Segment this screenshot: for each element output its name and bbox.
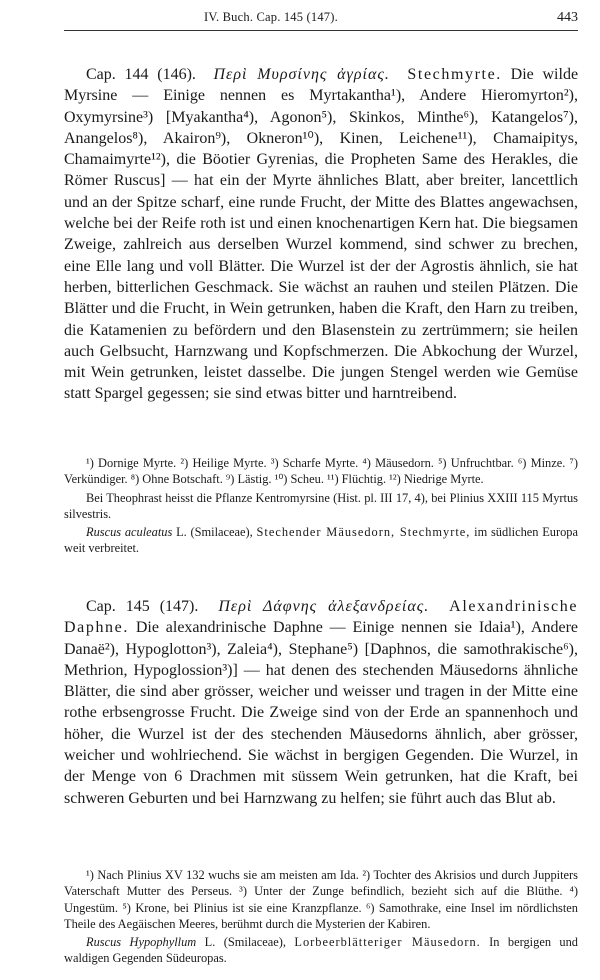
footnote-block xyxy=(64,455,578,488)
chapter-144-greek-title: Περὶ Μυρσίνης ἀγρίας. xyxy=(213,66,390,83)
header-rule xyxy=(64,30,578,31)
chapter-144-text: Die wilde Myrsine — Einige nennen es Myrtakantha¹), Andere Hieromyrton²), Oxymyrsine³) [Myakantha⁴), Agonon⁵), Skinkos, Minthe⁶), Katangelos⁷), Anangelos⁸), Akairon⁹), Okneron¹⁰), Kinen, Leichene¹¹), Chamaipitys, Chamaimyrte¹²), die Böotier Gyrenias, die Propheten Same des Herakles, die Römer Ruscus] — hat ein der Myrte ähnliches Blatt, aber breiter, lancettlich und an der Spitze scharf, eine runde Frucht, der Mitte des Blattes angewachsen, welche bei der Reife roth ist und einen knochenartigen Kern hat. Die biegsamen Zweige, zahlreich aus derselben Wurzel kommend, sind schwer zu brechen, eine Elle lang und voll Blätter. Die Wurzel ist der der Agrostis ähnlich, sie hat herben, bitterlichen Geschmack. Sie wächst an rauhen und steilen Plätzen. Die Blätter und die Frucht, in Wein getrunken, haben die Kraft, den Harn zu treiben, die Katamenien zu befördern und den Blasenstein zu zertrümmern; sie heilen auch Gelbsucht, Harnzwang und Kopfschmerzen. Die Abkochung der Wurzel, mit Wein getrunken, leistet dasselbe. Die jungen Stengel werden wie Gemüse statt Spargel gegessen; sie sind etwas bitter und harntreibend. xyxy=(64,66,579,403)
species-range: im südlichen Europa weit verbreitet. xyxy=(64,525,578,556)
species-common-name: Lorbeerblätteriger Mäusedorn. xyxy=(294,935,481,950)
species-latin-name: Ruscus aculeatus xyxy=(86,525,173,540)
species-identification xyxy=(64,934,578,967)
running-title: IV. Buch. Cap. 145 (147). xyxy=(204,10,338,24)
species-author: L. (Smilaceae), xyxy=(204,935,286,950)
chapter-144-german-title: Stechmyrte. xyxy=(407,66,502,83)
page-number: 443 xyxy=(557,10,578,25)
chapter-145-text: Die alexandrinische Daphne — Einige nennen sie Idaia¹), Andere Danaë²), Hypoglotton³), Zaleia⁴), Stephane⁵) [Daphnos, die samothrakische⁶), Methrion, Hypoglossion³)] — hat denen des stechenden Mäusedorns ähnliche Blätter, die sind aber grösser, weicher und weisser und tragen in der Mitte eine rothe erbsengrosse Frucht. Die Zweige sind von der Erde an spannenhoch und höher, die Wurzel ist der des stechenden Mäusedorns ähnlich, aber grösser, weicher und wohlriechend. Sie wächst in bergigen Gegenden. Die Wurzel, in der Menge von 6 Drachmen mit süssem Wein getrunken, hat die Kraft, bei schweren Geburten und bei Harnzwang zu helfen; sie führt auch das Blut ab. xyxy=(64,619,578,807)
editor-note xyxy=(64,490,578,523)
species-identification xyxy=(64,524,578,557)
species-latin-name: Ruscus Hypophyllum xyxy=(86,935,197,950)
chapter-144-body xyxy=(64,64,578,405)
chapter-145-paragraph xyxy=(64,596,578,809)
chapter-144-heading: Cap. 144 (146). xyxy=(86,66,196,83)
chapter-145-heading: Cap. 145 (147). xyxy=(86,598,199,615)
species-range: In bergigen und waldigen Gegenden Südeuropas. xyxy=(64,935,578,966)
chapter-145-body xyxy=(64,596,578,809)
chapter-144-paragraph xyxy=(64,64,578,405)
footnote-block xyxy=(64,867,578,932)
chapter-144-footnotes xyxy=(64,455,578,557)
page-header xyxy=(64,6,578,32)
chapter-145-greek-title: Περὶ Δάφνης ἀλεξανδρείας. xyxy=(218,598,430,615)
species-common-name: Stechender Mäusedorn, Stechmyrte, xyxy=(256,525,471,540)
footnote-text: ¹) Nach Plinius XV 132 wuchs sie am meisten am Ida. ²) Tochter des Akrisios und durch Juppiters Vaterschaft Mutter des Perseus. ³) Unter der Zunge befindlich, bezieht sich auf die Blüthe. ⁴) Ungestüm. ⁵) Krone, bei Plinius ist sie eine Kranzpflanze. ⁶) Samothrake, eine Insel im nördlichsten Theile des Aegäischen Meeres, berühmt durch die Mysterien der Kabiren. xyxy=(64,868,578,931)
editor-note-text: Bei Theophrast heisst die Pflanze Kentromyrsine (Hist. pl. III 17, 4), bei Plinius XXIII 115 Myrtus silvestris. xyxy=(64,490,578,521)
chapter-145-german-title: Alexandrinische Daphne. xyxy=(64,598,579,637)
footnote-text: ¹) Dornige Myrte. ²) Heilige Myrte. ³) Scharfe Myrte. ⁴) Mäusedorn. ⁵) Unfruchtbar. ⁶) Minze. ⁷) Verkündiger. ⁸) Ohne Botschaft. ⁹) Lästig. ¹⁰) Scheu. ¹¹) Flüchtig. ¹²) Niedrige Myrte. xyxy=(64,456,578,487)
chapter-145-footnotes xyxy=(64,867,578,967)
species-author: L. (Smilaceae), xyxy=(176,525,253,540)
